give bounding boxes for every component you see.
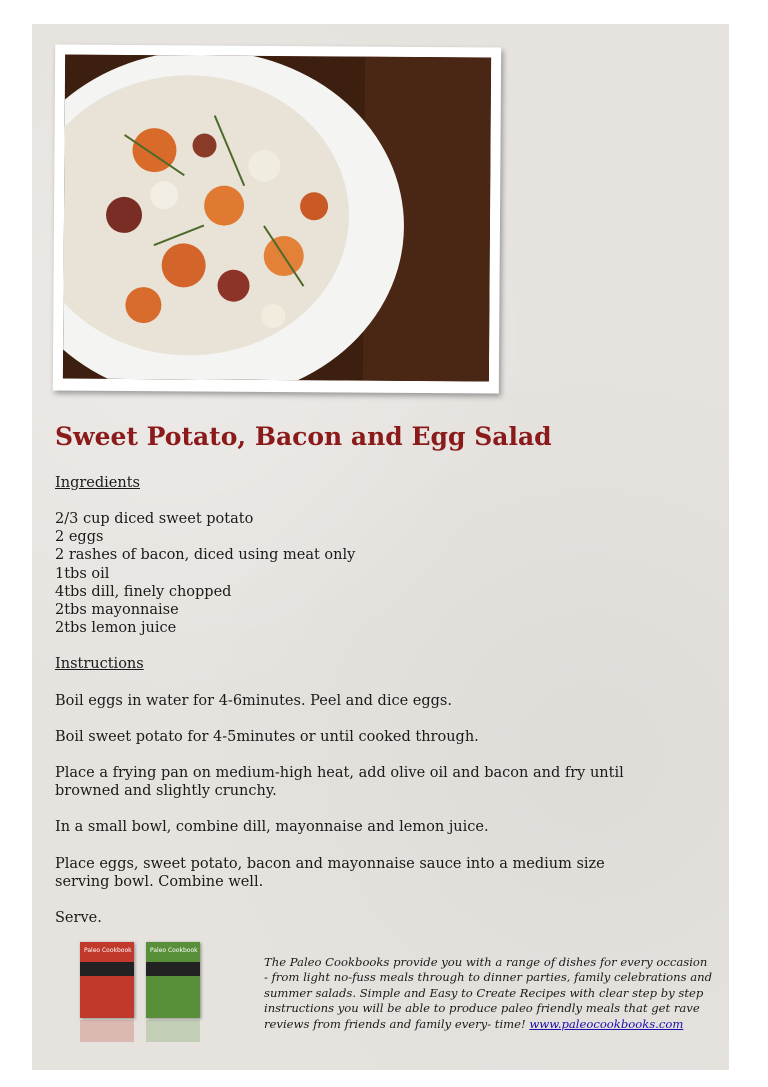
recipe-title: Sweet Potato, Bacon and Egg Salad: [55, 422, 552, 451]
instruction-step: Place eggs, sweet potato, bacon and mayonnaise sauce into a medium size serving bowl. Combine well.: [55, 856, 605, 891]
instruction-step: Serve.: [55, 910, 102, 926]
promo-text: The Paleo Cookbooks provide you with a range of dishes for every occasion - from light no-fuss meals through to dinner parties, family celebrations and summer salads. Simple and Easy to Create Recipes with clear step by step instructions you will be able to produce paleo friendly meals that get rave reviews from friends and family every- time!: [264, 955, 713, 1031]
ingredient-item: 2tbs lemon juice: [55, 620, 177, 636]
book-band: [80, 962, 134, 976]
ingredient-item: 2tbs mayonnaise: [55, 602, 179, 618]
ingredient-item: 2/3 cup diced sweet potato: [55, 511, 254, 527]
ingredient-item: 4tbs dill, finely chopped: [55, 584, 232, 600]
ingredient-item: 1tbs oil: [55, 566, 110, 582]
cookbook-red-cover: [80, 942, 134, 1018]
instruction-step: Boil eggs in water for 4-6minutes. Peel and dice eggs.: [55, 693, 452, 709]
cookbook-covers: [78, 932, 204, 1042]
book-band: [146, 962, 200, 976]
instruction-step: Place a frying pan on medium-high heat, add olive oil and bacon and fry until browned and slightly crunchy.: [55, 765, 624, 800]
promo-blurb: [264, 955, 714, 1032]
recipe-photo: [53, 44, 501, 393]
salad-bowl-image: [63, 55, 491, 382]
instructions-heading: Instructions: [55, 656, 144, 672]
book-header: Paleo Cookbook: [150, 947, 198, 954]
cookbook-green-cover: [146, 942, 200, 1018]
instruction-step: In a small bowl, combine dill, mayonnaise and lemon juice.: [55, 819, 489, 835]
instruction-step: Boil sweet potato for 4-5minutes or until cooked through.: [55, 729, 479, 745]
paleocookbooks-link[interactable]: www.paleocookbooks.com: [529, 1016, 684, 1031]
book-reflection: [80, 1020, 134, 1042]
book-reflection: [146, 1020, 200, 1042]
book-header: Paleo Cookbook: [84, 947, 132, 954]
ingredient-item: 2 eggs: [55, 529, 104, 545]
ingredients-heading: Ingredients: [55, 475, 140, 491]
ingredient-item: 2 rashes of bacon, diced using meat only: [55, 547, 356, 563]
salad-illustration: [63, 55, 491, 382]
